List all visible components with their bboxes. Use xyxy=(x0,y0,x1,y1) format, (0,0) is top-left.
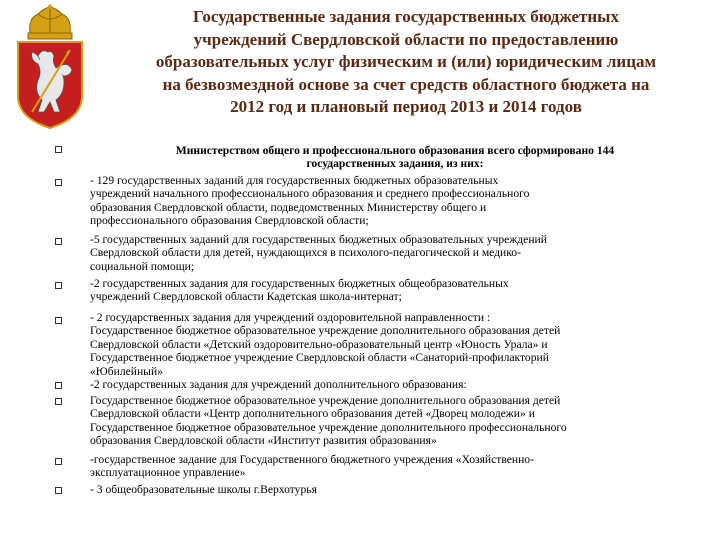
list-item-line: Государственное бюджетное образовательное учреждение дополнительного образования детей xyxy=(90,324,561,338)
list-item-line: Государственное бюджетное образовательное учреждение дополнительного профессионального xyxy=(90,420,567,434)
list-item-line: -5 государственных заданий для государственных бюджетных образовательных учреждений xyxy=(90,233,547,246)
list-item-line: Государственное бюджетное образовательное учреждение дополнительного образования детей xyxy=(90,394,561,407)
list-item-line: Министерством общего и профессионального образования всего сформировано 144 xyxy=(175,144,615,157)
title-line: Государственные задания государственных бюджетных xyxy=(193,7,619,26)
list-item-line: социальной помощи; xyxy=(90,259,195,273)
page-title xyxy=(100,6,712,119)
title-line: образовательных услуг физическим и (или) юридическим лицам xyxy=(155,52,657,71)
list-item-line: Государственное бюджетное учреждение Свердловской области «Санаторий-профилакторий xyxy=(90,351,549,365)
list-item xyxy=(90,483,700,496)
bullet-square-icon xyxy=(55,317,62,324)
list-item-line: образования Свердловской области, подведомственных Министерству общего и xyxy=(90,200,487,214)
list-item xyxy=(90,378,700,391)
list-item xyxy=(90,277,700,304)
list-item-line: - 2 государственных задания для учреждений оздоровительной направленности : xyxy=(90,311,491,324)
list-item xyxy=(90,453,700,480)
list-item xyxy=(90,311,700,378)
title-line: 2012 год и плановый период 2013 и 2014 годов xyxy=(230,97,582,116)
coat-of-arms-icon xyxy=(8,4,92,132)
list-item-line: Свердловской области «Центр дополнительного образования детей «Дворец молодежи» и xyxy=(90,407,535,421)
bullet-square-icon xyxy=(55,238,62,245)
list-item-line: -2 государственных задания для учреждений дополнительного образования: xyxy=(90,378,467,391)
crown-icon xyxy=(28,5,72,40)
list-item-line: учреждений Свердловской области Кадетская школа-интернат; xyxy=(90,290,402,304)
list-item xyxy=(90,144,700,171)
list-item-line: Свердловской области «Детский оздоровительно-образовательный центр «Юность Урала» и xyxy=(90,337,548,351)
list-item-line: Свердловской области для детей, нуждающихся в психолого-педагогической и медико- xyxy=(90,246,521,260)
bullet-square-icon xyxy=(55,398,62,405)
bullet-square-icon xyxy=(55,146,62,153)
list-item-line: образования Свердловской области «Институт развития образования» xyxy=(90,434,437,448)
list-item-line: учреждений начального профессионального образования и среднего профессионального xyxy=(90,187,530,201)
bullet-square-icon xyxy=(55,487,62,494)
list-item-line: - 129 государственных заданий для государственных бюджетных образовательных xyxy=(90,174,499,187)
title-line: учреждений Свердловской области по предоставлению xyxy=(193,29,619,49)
list-item xyxy=(90,394,700,448)
bullet-square-icon xyxy=(55,382,62,389)
list-item-line: государственных задания, из них: xyxy=(306,157,484,171)
list-item-line: «Юбилейный» xyxy=(90,364,163,378)
list-item xyxy=(90,174,700,228)
list-item-line: профессионального образования Свердловской области; xyxy=(90,214,369,228)
title-line: на безвозмездной основе за счет средств областного бюджета на xyxy=(162,74,650,94)
bullet-square-icon xyxy=(55,179,62,186)
list-item-line: - 3 общеобразовательные школы г.Верхотурья xyxy=(90,483,317,496)
list-item-line: -государственное задание для Государственного бюджетного учреждения «Хозяйственно- xyxy=(90,453,534,466)
bullet-square-icon xyxy=(55,282,62,289)
list-item xyxy=(90,233,700,273)
bullet-square-icon xyxy=(55,458,62,465)
list-item-line: -2 государственных задания для государственных бюджетных общеобразовательных xyxy=(90,277,509,290)
list-item-line: эксплуатационное управление» xyxy=(90,466,246,480)
